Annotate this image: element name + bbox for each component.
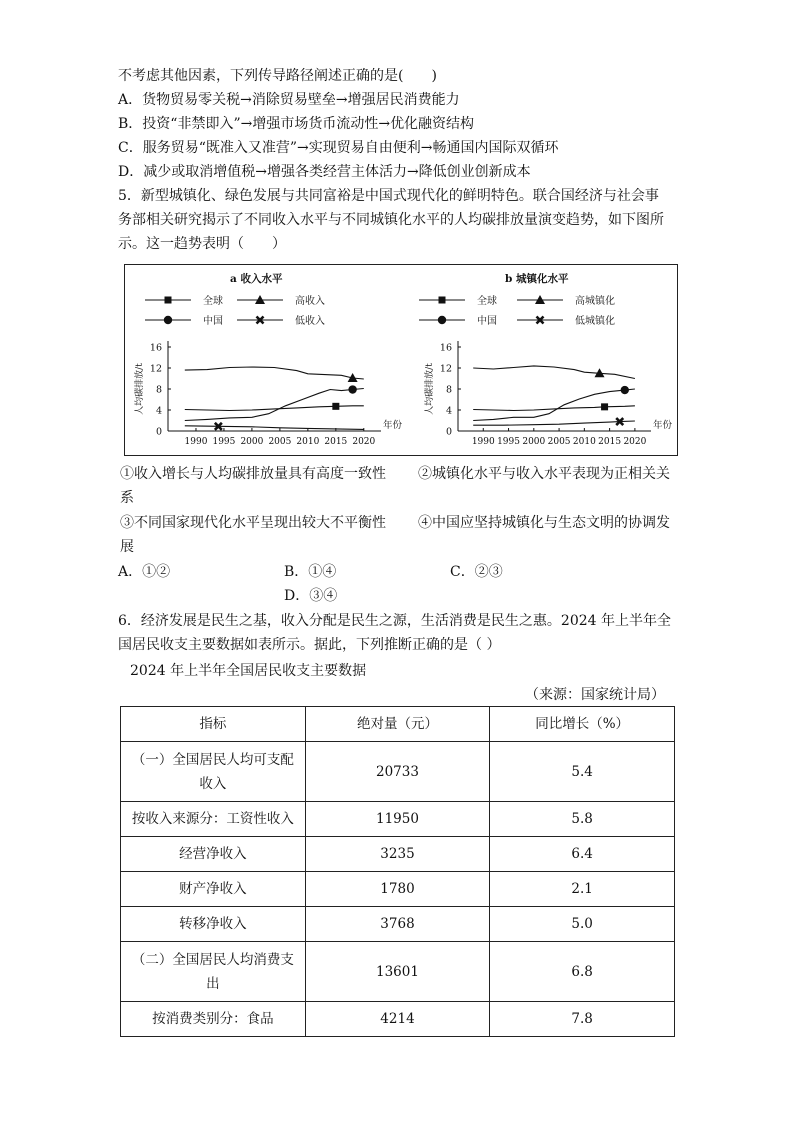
row-growth: 5.4 bbox=[490, 742, 675, 802]
q4-option-a: A．货物贸易零关税→消除贸易壁垒→增强居民消费能力 bbox=[118, 92, 460, 108]
chart-b-y-tick-label: 12 bbox=[439, 363, 452, 375]
q5-stem-line-3: 示。这一趋势表明（ ） bbox=[118, 236, 286, 252]
table-header-row bbox=[121, 707, 675, 742]
chart-a-series-line-低收入 bbox=[185, 426, 364, 430]
table-row bbox=[121, 837, 675, 872]
chart-b-y-tick-label: 16 bbox=[439, 342, 452, 354]
chart-b-title: b 城镇化水平 bbox=[505, 273, 569, 285]
chart-b-x-tick-label: 2005 bbox=[547, 437, 571, 447]
chart-b-x-tick-label: 1995 bbox=[497, 437, 520, 447]
chart-b-y-tick-label: 8 bbox=[445, 384, 452, 396]
income-expenditure-table bbox=[120, 706, 675, 1037]
q4-option-d: D．减少或取消增值税→增强各类经营主体活力→降低创业创新成本 bbox=[118, 164, 531, 180]
chart-a-series-line-高收入 bbox=[185, 367, 364, 379]
chart-a-x-tick-label: 2010 bbox=[296, 437, 320, 447]
q5-choice-b: B．①④ bbox=[284, 564, 337, 580]
chart-a-legend-label: 中国 bbox=[203, 316, 223, 327]
row-growth: 5.0 bbox=[490, 907, 675, 942]
chart-b-x-tick-label: 2020 bbox=[623, 437, 647, 447]
row-label: 按消费类别分：食品 bbox=[121, 1002, 306, 1037]
q5-stem-line-1: 5．新型城镇化、绿色发展与共同富裕是中国式现代化的鲜明特色。联合国经济与社会事 bbox=[118, 188, 659, 204]
table-row bbox=[121, 742, 675, 802]
chart-b-series-line-中国 bbox=[473, 389, 635, 421]
chart-b-legend-marker bbox=[439, 297, 446, 304]
chart-a-legend-label: 高收入 bbox=[295, 296, 325, 307]
q5-statement-3: ③不同国家现代化水平呈现出较大不平衡性 bbox=[120, 515, 386, 531]
q5-stem-line-2: 务部相关研究揭示了不同收入水平与不同城镇化水平的人均碳排放量演变趋势，如下图所 bbox=[118, 212, 664, 228]
row-label: 按收入来源分：工资性收入 bbox=[121, 802, 306, 837]
table-row bbox=[121, 942, 675, 1002]
row-growth: 5.8 bbox=[490, 802, 675, 837]
q5-choice-c: C．②③ bbox=[450, 564, 503, 580]
row-amount: 11950 bbox=[305, 802, 490, 837]
chart-b-series-line-高城镇化 bbox=[473, 366, 635, 379]
chart-b-x-tick-label: 2000 bbox=[522, 437, 546, 447]
row-amount: 3768 bbox=[305, 907, 490, 942]
chart-a-y-tick-label: 12 bbox=[149, 363, 162, 375]
chart-b-y-tick-label: 0 bbox=[445, 426, 452, 438]
chart-b-series-marker-全球 bbox=[601, 403, 608, 410]
row-growth: 7.8 bbox=[490, 1002, 675, 1037]
chart-b-series-line-全球 bbox=[473, 406, 635, 411]
chart-a-legend-marker bbox=[165, 297, 172, 304]
chart-b-series-marker-中国 bbox=[621, 386, 629, 394]
chart-b-legend-label: 高城镇化 bbox=[575, 296, 615, 307]
q5-statement-4: ④中国应坚持城镇化与生态文明的协调发 bbox=[418, 515, 670, 531]
chart-a-x-tick-label: 2005 bbox=[268, 437, 292, 447]
chart-b-legend-label: 全球 bbox=[477, 296, 497, 307]
header-amount: 绝对量（元） bbox=[305, 707, 490, 742]
chart-a-title: a 收入水平 bbox=[230, 273, 283, 285]
chart-a-x-tick-label: 2020 bbox=[352, 437, 376, 447]
row-label: 财产净收入 bbox=[121, 872, 306, 907]
chart-a-y-tick-label: 4 bbox=[155, 405, 162, 417]
chart-a-x-label: 年份 bbox=[383, 420, 403, 431]
chart-a-x-tick-label: 2000 bbox=[240, 437, 264, 447]
chart-b-x-label: 年份 bbox=[653, 420, 673, 431]
chart-a-series-marker-中国 bbox=[348, 385, 356, 393]
table-row bbox=[121, 1002, 675, 1037]
q6-table-source: （来源：国家统计局） bbox=[525, 687, 665, 703]
carbon-emission-figure bbox=[124, 264, 678, 456]
row-growth: 6.8 bbox=[490, 942, 675, 1002]
chart-b-x-tick-label: 2015 bbox=[598, 437, 622, 447]
chart-b-x-tick-label: 2010 bbox=[572, 437, 596, 447]
chart-a-x-tick-label: 1995 bbox=[212, 437, 236, 447]
q4-option-b: B．投资“非禁即入”→增强市场货币流动性→优化融资结构 bbox=[118, 116, 475, 132]
row-label: 经营净收入 bbox=[121, 837, 306, 872]
row-amount: 4214 bbox=[305, 1002, 490, 1037]
q5-choice-d: D．③④ bbox=[284, 588, 338, 604]
chart-a-x-tick-label: 1990 bbox=[184, 437, 208, 447]
row-amount: 1780 bbox=[305, 872, 490, 907]
chart-b-legend-label: 中国 bbox=[477, 316, 497, 327]
row-growth: 6.4 bbox=[490, 837, 675, 872]
row-amount: 13601 bbox=[305, 942, 490, 1002]
q4-stem: 不考虑其他因素，下列传导路径阐述正确的是( ) bbox=[118, 68, 437, 84]
q6-stem-line-1: 6．经济发展是民生之基，收入分配是民生之源，生活消费是民生之惠。2024 年上半年全 bbox=[118, 613, 671, 629]
row-amount: 20733 bbox=[305, 742, 490, 802]
table-row bbox=[121, 802, 675, 837]
row-label: 转移净收入 bbox=[121, 907, 306, 942]
q5-statement-1-cont: 系 bbox=[120, 490, 134, 506]
q6-table-title: 2024 年上半年全国居民收支主要数据 bbox=[130, 663, 367, 679]
chart-b-y-tick-label: 4 bbox=[445, 405, 452, 417]
chart-b-x-tick-label: 1990 bbox=[471, 437, 495, 447]
q5-statement-2: ②城镇化水平与收入水平表现为正相关关 bbox=[418, 466, 670, 482]
row-label: （二）全国居民人均消费支 出 bbox=[121, 942, 306, 1002]
carbon-emission-charts bbox=[125, 265, 677, 455]
chart-a-legend-marker bbox=[164, 316, 172, 324]
row-growth: 2.1 bbox=[490, 872, 675, 907]
chart-a-y-label: 人均碳排放/t bbox=[135, 363, 145, 415]
q6-stem-line-2: 国居民收支主要数据如表所示。据此，下列推断正确的是（ ） bbox=[118, 637, 501, 653]
row-amount: 3235 bbox=[305, 837, 490, 872]
chart-a-y-tick-label: 8 bbox=[155, 384, 162, 396]
q5-statement-3-cont: 展 bbox=[120, 539, 134, 555]
q5-choice-a: A．①② bbox=[118, 564, 171, 580]
chart-b-legend-marker bbox=[438, 316, 446, 324]
header-growth: 同比增长（%） bbox=[490, 707, 675, 742]
chart-a-legend-label: 低收入 bbox=[295, 316, 325, 327]
chart-a-y-tick-label: 0 bbox=[155, 426, 162, 438]
chart-a-x-tick-label: 2015 bbox=[324, 437, 348, 447]
chart-a-series-marker-全球 bbox=[332, 403, 339, 410]
chart-a-y-tick-label: 16 bbox=[149, 342, 162, 354]
row-label: （一）全国居民人均可支配 收入 bbox=[121, 742, 306, 802]
chart-b-series-line-低城镇化 bbox=[473, 421, 635, 425]
header-indicator: 指标 bbox=[121, 707, 306, 742]
q4-option-c: C．服务贸易“既准入又准营”→实现贸易自由便利→畅通国内国际双循环 bbox=[118, 140, 559, 156]
q5-statement-1: ①收入增长与人均碳排放量具有高度一致性 bbox=[120, 466, 386, 482]
chart-b-y-label: 人均碳排放/t bbox=[425, 363, 435, 415]
chart-a-legend-label: 全球 bbox=[203, 296, 223, 307]
table-row bbox=[121, 872, 675, 907]
chart-b-legend-label: 低城镇化 bbox=[575, 316, 615, 327]
table-row bbox=[121, 907, 675, 942]
